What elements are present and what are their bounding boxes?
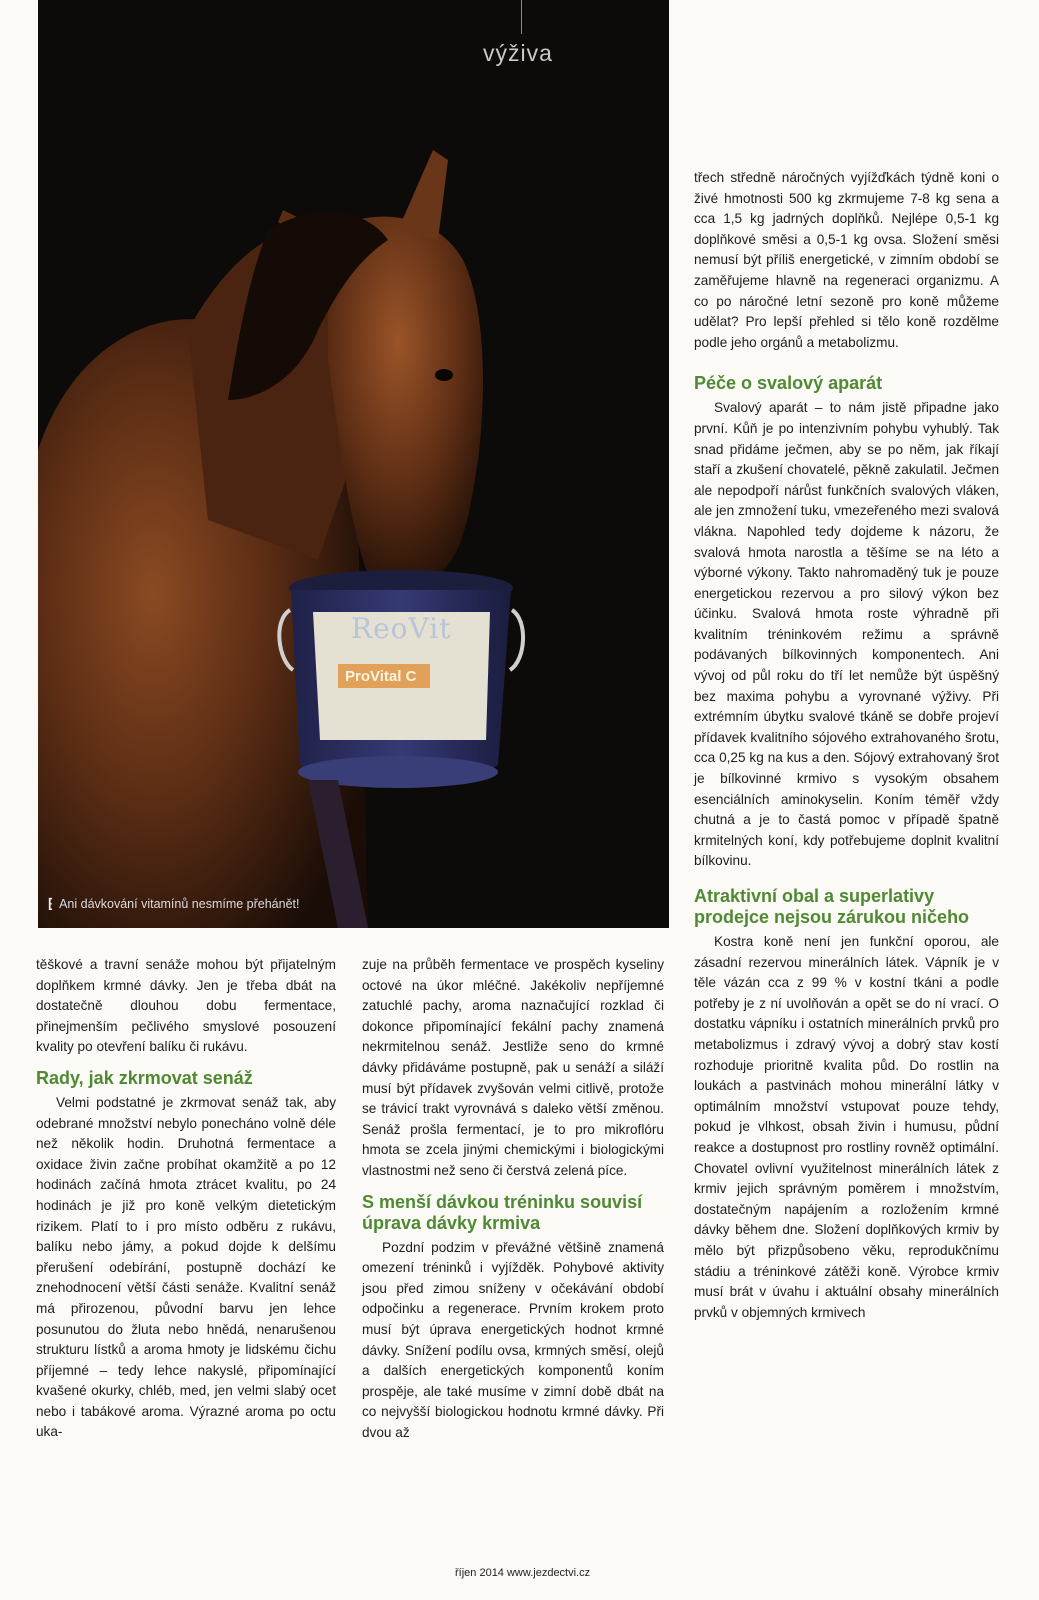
paragraph: Svalový aparát – to nám jistě připadne jako první. Kůň je po intenzivním pohybu vyhublý. Tak snad přidáme ječmen, aby se po něm, jak říkají staří a zkušení chovatelé, pěkně zakulatil. Ječmen ale nepodpoří nárůst funkčních svalových vláken, ale jen zmnožení tuku, vmezeřeného mezi svalová vlákna. Napohled tedy dojdeme k názoru, že svalová hmota narostla a těšíme se na léto a výborné výkony. Takto nahromaděný tuk je pouze energetickou rezervou a pro silový výkon bez účinku. Svalová hmota roste výhradně při kvalitním tréninkovém režimu a správně podávaných bílkovinných komponentech. Ani vývoj od půl roku do tří let nemůže být úspěšný bez maxima pohybu a vyrovnané výživy. Při extrémním úbytku svalové tkáně se dobře projeví přídavek kvalitního sójového extrahovaného šrotu, cca 0,25 kg na kus a den. Sójový extrahovaný šrot je bílkovinné krmivo s vysokým obsahem esenciálních aminokyselin. Koním téměř vždy chutná a je to častá pomoc v případě špatně krmitelných koní, kdy potřebujeme doplnit kvalitní bílkovinu.	[694, 400, 999, 869]
heading-feeding-tips: Rady, jak zkrmovat senáž	[36, 1067, 253, 1088]
info-icon: ⁅	[48, 896, 54, 911]
bucket-product: ProVital C	[345, 668, 417, 685]
paragraph: Kostra koně není jen funkční oporou, ale zásadní rezervou minerálních látek. Vápník je v těle vázán cca z 99 % v kostní tkáni a podle potřeby je z ní uvolňován a opět se do ní vrací. O dostatku vápníku i ostatních minerálních prvků pro metabolizmus i zdravý vývoj a dobrý stav kostí rozhoduje prioritně kvalita půd. Do rostlin na loukách a pastvinách mohou minerální látky v optimálním množství vstupovat pouze tehdy, pokud je vlhkost, obsah živin i humusu, půdní reakce a dostupnost pro rostliny rovněž optimální. Chovatel ovlivní využitelnost minerálních látek z krmiv jejich správným poměrem i množstvím, dostatečným napájením a rozložením krmné dávky během dne. Složení doplňkových krmiv by mělo být přizpůsobeno věku, reprodukčnímu stádiu a tréninkové zátěži koně. Výrobce krmiv musí brát v úvahu i aktuální obsahy minerálních prvků v objemných krmivech	[694, 934, 999, 1320]
paragraph: Pozdní podzim v převážné většině znamená omezení tréninků i vyjížděk. Pohybové aktivity jsou před zimou sníženy v očekávání období odpočinku a regenerace. Prvním krokem proto musí být úprava energetických hodnot krmné dávky. Snížení podílu ovsa, krmných směsí, olejů a dalších energetických komponentů koním prospěje, ale také musíme v zimní době dbát na co nejvyšší biologickou hodnotu krmné dávky. Při dvou až	[362, 1239, 664, 1440]
paragraph: zuje na průběh fermentace ve prospěch kyseliny octové na úkor mléčné. Jakékoliv nepříjemné zatuchlé pachy, aroma naznačující rozklad či dokonce připomínající fekální pachy znamená nekrmitelnou senáž. Jestliže seno do krmné dávky přidáváme postupně, pak u senáží a siláží musí být přídavek zvyšován velmi citlivě, protože se trávicí trakt vyrovnává s daleko větší změnou. Senáž prošla fermentací, je to pro mikroflóru hmota se zcela jinými chemickými i biologickými vlastnostmi než seno či čerstvá zelená píce.	[362, 957, 664, 1178]
heading-attractive-packaging: Atraktivní obal a superlativy prodejce nejsou zárukou ničeho	[694, 886, 970, 927]
column-left	[36, 955, 336, 1443]
column-right	[694, 168, 999, 1323]
page-footer: říjen 2014 www.jezdectvi.cz	[455, 1567, 591, 1579]
horse-photo-illustration	[38, 0, 669, 928]
paragraph: Velmi podstatné je zkrmovat senáž tak, aby odebrané množství nebylo ponecháno volně déle než několik hodin. Druhotná fermentace a oxidace živin začne probíhat okamžitě a po 12 hodinách začíná hmota ztrácet kvalitu, po 24 hodinách je již pro koně velkým dietetickým rizikem. Platí to i pro místo odběru z rukávu, balíku nebo jámy, a pokud dojde k delšímu přerušení odebírání, postupně dochází ke znehodnocení větší části senáže. Kvalitní senáž má přirozenou, původní barvu jen lehce posunutou do žluta nebo hnědá, nenarušenou strukturu lístků a aroma hmoty je lidskému čichu příjemné – tedy lehce nakyslé, připomínající kvašené okurky, chléb, med, jen velmi slabý ocet nebo i tabákové aroma. Výrazné aroma po octu uka-	[36, 1094, 336, 1440]
column-middle	[362, 955, 664, 1443]
horse-photo	[38, 0, 669, 928]
section-label: výživa	[483, 40, 553, 66]
caption-text: Ani dávkování vitamínů nesmíme přehánět!	[59, 897, 300, 911]
heading-training-dose: S menší dávkou tréninku souvisí úprava dávky krmiva	[362, 1191, 643, 1233]
bucket-brand: ReoVit	[351, 612, 452, 645]
photo-caption	[48, 896, 299, 912]
heading-muscle-care: Péče o svalový aparát	[694, 373, 883, 394]
header-divider	[521, 0, 522, 34]
paragraph: třech středně náročných vyjížďkách týdně koni o živé hmotnosti 500 kg zkrmujeme 7-8 kg sena a cca 1,5 kg jadrných doplňků. Nejlépe 0,5-1 kg doplňkové směsi a 0,5-1 kg ovsa. Složení směsi nemusí být příliš energetické, v zimním období se zaměřujeme hlavně na regeneraci organizmu. A co po náročné letní sezoně pro koně můžeme udělat? Pro lepší přehled si tělo koně rozdělme podle jeho orgánů a metabolizmu.	[694, 170, 999, 350]
paragraph: těškové a travní senáže mohou být přijatelným doplňkem krmné dávky. Jen je třeba dbát na dostatečně dlouhou dobu fermentace, přinejmenším pečlivého smyslové posouzení kvality po otevření balíku či rukávu.	[36, 957, 336, 1055]
